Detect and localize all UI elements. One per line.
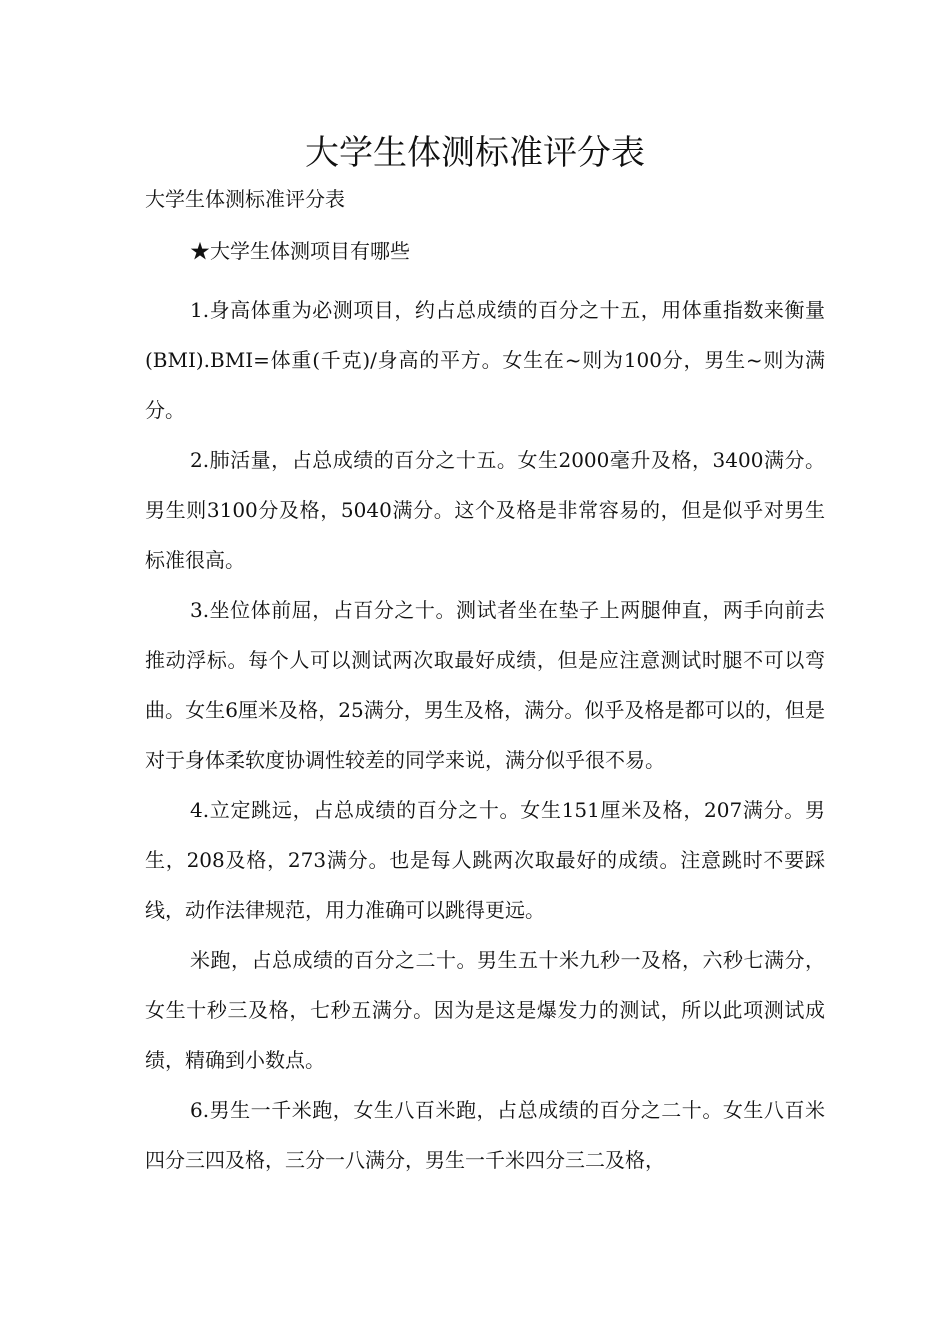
paragraph-sit-and-reach: 3.坐位体前屈，占百分之十。测试者坐在垫子上两腿伸直，两手向前去推动浮标。每个人可以测试两次取最好成绩，但是应注意测试时腿不可以弯曲。女生6厘米及格，25满分，男生及格，满分。似乎及格是都可以的，但是对于身体柔软度协调性较差的同学来说，满分似乎很不易。 xyxy=(145,598,825,772)
paragraph-lung-capacity: 2.肺活量，占总成绩的百分之十五。女生2000毫升及格，3400满分。男生则3100分及格，5040满分。这个及格是非常容易的，但是似乎对男生标准很高。 xyxy=(145,448,825,572)
paragraph-height-weight: 1.身高体重为必测项目，约占总成绩的百分之十五，用体重指数来衡量(BMI).BMI=体重(千克)/身高的平方。女生在~则为100分，男生~则为满分。 xyxy=(145,298,825,422)
document-title: 大学生体测标准评分表 xyxy=(305,133,645,173)
paragraph-sprint: 米跑，占总成绩的百分之二十。男生五十米九秒一及格，六秒七满分，女生十秒三及格，七秒五满分。因为是这是爆发力的测试，所以此项测试成绩，精确到小数点。 xyxy=(145,948,825,1072)
section-heading: ★大学生体测项目有哪些 xyxy=(190,239,410,263)
document-body xyxy=(145,285,825,1185)
paragraph-standing-long-jump: 4.立定跳远，占总成绩的百分之十。女生151厘米及格，207满分。男生，208及格，273满分。也是每人跳两次取最好的成绩。注意跳时不要踩线，动作法律规范，用力准确可以跳得更远。 xyxy=(145,798,825,922)
document-subtitle: 大学生体测标准评分表 xyxy=(145,187,345,211)
paragraph-endurance-run: 6.男生一千米跑，女生八百米跑，占总成绩的百分之二十。女生八百米四分三四及格，三分一八满分，男生一千米四分三二及格， xyxy=(145,1098,825,1172)
